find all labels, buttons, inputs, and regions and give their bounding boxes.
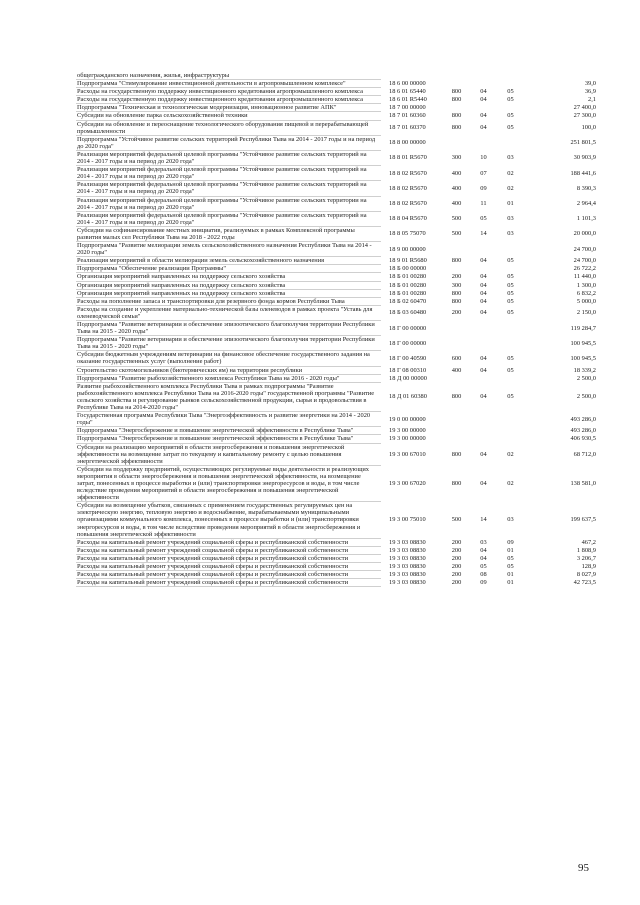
row-amount: 188 441,6 bbox=[570, 169, 596, 177]
row-code: 18 6 01 65440 bbox=[389, 88, 426, 96]
row-section: 04 bbox=[480, 354, 487, 362]
row-subsection: 05 bbox=[507, 96, 514, 104]
row-expense-type: 800 bbox=[451, 393, 462, 401]
row-code: 18 6 00 00000 bbox=[389, 80, 426, 88]
table-row bbox=[76, 211, 596, 226]
row-name: Расходы на капитальный ремонт учреждений социальной сферы и республиканской собственности bbox=[76, 579, 381, 587]
row-code: 18 Г 00 40590 bbox=[389, 354, 427, 362]
row-section: 05 bbox=[480, 563, 487, 570]
row-name: Подпрограмма "Развитие ветеринарии и обеспечение эпизоотического благополучия территории Республики Тыва на 2015 - 2020 годы" bbox=[76, 336, 381, 351]
row-name: Подпрограмма "Энергосбережение и повышение энергетической эффективности в Республике Тыва" bbox=[76, 427, 381, 435]
table-row bbox=[76, 96, 596, 104]
row-section bbox=[470, 242, 497, 257]
row-section bbox=[470, 336, 497, 351]
row-name: Реализация мероприятий федеральной целевой программы "Устойчивое развитие сельских территорий на 2014 - 2017 годы и на период до 2020 года" bbox=[76, 150, 381, 165]
row-code: 18 Б 01 00280 bbox=[389, 281, 427, 289]
row-expense-type: 200 bbox=[451, 309, 462, 317]
row-code: 18 8 05 75070 bbox=[389, 230, 426, 238]
row-name: Государственная программа Республики Тыва "Энергоэффективность и развитие энергетики на 2014 - 2020 годы" bbox=[76, 412, 381, 427]
row-code bbox=[381, 72, 443, 80]
row-amount: 2 500,0 bbox=[576, 374, 596, 382]
row-expense-type: 200 bbox=[451, 579, 462, 587]
row-section: 08 bbox=[480, 571, 487, 579]
row-name: Субсидии на возмещение убытков, связанных с применением государственных регулируемых цен на электрическую энергию, тепловую энергию и водоснабжение, вырабатываемыми муниципальными организациями коммунального комплекса, понесенных в процессе выработки и (или) транспортировки энергоресурсов и воды, в том числе вследствие проведения мероприятий в области энергосбережения и повышения энергетической эффективности bbox=[76, 502, 381, 538]
row-name: Субсидии на реализацию мероприятий в области энергосбережения и повышения энергетической эффективности на возмещение затрат по текущему и капитальному ремонту с целью повышения энергетической эффективности bbox=[76, 443, 381, 465]
row-subsection: 02 bbox=[507, 184, 514, 192]
row-expense-type bbox=[443, 412, 470, 427]
table-row bbox=[76, 435, 596, 443]
row-code: 18 Б 02 60470 bbox=[389, 297, 427, 305]
row-code: 18 Г 00 00000 bbox=[389, 324, 427, 332]
row-section: 14 bbox=[480, 230, 487, 238]
row-code: 18 9 01 R5680 bbox=[389, 257, 427, 265]
row-expense-type bbox=[443, 135, 470, 150]
row-section bbox=[470, 72, 497, 80]
row-expense-type: 200 bbox=[451, 554, 462, 562]
budget-sheet bbox=[76, 72, 596, 587]
row-expense-type bbox=[443, 374, 470, 382]
row-name: Строительство скотомогильников (биотермических ям) на территории республики bbox=[76, 366, 381, 374]
row-amount: 5 000,0 bbox=[576, 297, 596, 305]
row-expense-type: 800 bbox=[451, 88, 462, 96]
row-subsection: 03 bbox=[507, 154, 514, 162]
row-section: 04 bbox=[480, 96, 487, 104]
row-code: 19 3 00 67020 bbox=[389, 479, 426, 487]
row-amount: 30 903,9 bbox=[573, 154, 596, 162]
row-subsection: 02 bbox=[507, 479, 514, 487]
row-amount: 2 964,4 bbox=[576, 200, 596, 208]
row-name: Развитие рыбохозяйственного комплекса Республики Тыва в рамках подпрограммы "Развитие рыбохозяйственного комплекса Республики Тыва на 2016-2020 годы" государственной программы "Развитие сельского хозяйства и регулирование рынков сельскохозяйственной продукции, сырья и продовольствия в Республике Тыва на 2014-2020 годы" bbox=[76, 382, 381, 411]
row-section: 04 bbox=[480, 450, 487, 458]
row-section: 04 bbox=[480, 366, 487, 374]
row-name: Реализация мероприятий федеральной целевой программы "Устойчивое развитие сельских территории на 2014 - 2017 годы и на период до 2020 года" bbox=[76, 196, 381, 211]
row-expense-type: 400 bbox=[451, 200, 462, 208]
row-name: Субсидии на софинансирование местных инициатив, реализуемых в рамках Комплексной программы развития малых сел Республики Тыва на 2018 - 2022 годы bbox=[76, 226, 381, 241]
row-name: Субсидии на обновление парка сельскохозяйственной техники bbox=[76, 112, 381, 120]
table-row bbox=[76, 166, 596, 181]
table-row bbox=[76, 382, 596, 411]
row-expense-type bbox=[443, 321, 470, 336]
table-row bbox=[76, 257, 596, 265]
row-section bbox=[470, 135, 497, 150]
row-expense-type bbox=[443, 72, 470, 80]
row-amount: 493 286,0 bbox=[570, 427, 596, 435]
row-section: 04 bbox=[480, 393, 487, 401]
row-section: 04 bbox=[480, 273, 487, 281]
row-subsection bbox=[497, 374, 524, 382]
row-code: 18 Б 01 00280 bbox=[389, 289, 427, 297]
row-expense-type bbox=[443, 435, 470, 443]
table-row bbox=[76, 120, 596, 135]
row-name: Подпрограмма "Энергосбережение и повышение энергетической эффективности в Республике Тыва" bbox=[76, 435, 381, 443]
row-section bbox=[470, 321, 497, 336]
table-row bbox=[76, 135, 596, 150]
row-code: 18 8 00 00000 bbox=[389, 139, 426, 147]
row-expense-type: 200 bbox=[451, 571, 462, 579]
table-row bbox=[76, 554, 596, 562]
row-name: Организация мероприятий направленных на поддержку сельского хозяйства bbox=[76, 273, 381, 281]
row-name: Расходы на капитальный ремонт учреждений социальной сферы и республиканской собственности bbox=[76, 571, 381, 579]
row-expense-type: 500 bbox=[451, 215, 462, 223]
table-row bbox=[76, 88, 596, 96]
row-section bbox=[470, 412, 497, 427]
row-expense-type: 400 bbox=[451, 184, 462, 192]
row-code: 18 9 00 00000 bbox=[389, 245, 426, 253]
row-code: 18 8 04 R5670 bbox=[389, 215, 427, 223]
row-name: Реализация мероприятий федеральной целевой программы "Устойчивое развитие сельских территорий на 2014 - 2017 годы и на период до 2020 года" bbox=[76, 181, 381, 196]
row-expense-type: 800 bbox=[451, 479, 462, 487]
row-subsection bbox=[497, 80, 524, 88]
row-amount: 39,0 bbox=[584, 80, 596, 88]
row-code: 18 8 02 R5670 bbox=[389, 184, 427, 192]
row-amount: 251 801,5 bbox=[570, 139, 596, 147]
row-expense-type bbox=[443, 80, 470, 88]
row-subsection bbox=[497, 435, 524, 443]
row-name: Подпрограмма "Развитие рыбохозяйственного комплекса Республики Тыва на 2016 - 2020 годы" bbox=[76, 374, 381, 382]
row-code: 19 3 03 08830 bbox=[389, 554, 426, 562]
row-section: 09 bbox=[480, 184, 487, 192]
row-code: 19 3 03 08830 bbox=[389, 571, 426, 579]
row-name: Подпрограмма "Развитие мелиорации земель сельскохозяйственного назначения Республики Тыва на 2014 - 2020 годы" bbox=[76, 242, 381, 257]
row-subsection: 05 bbox=[507, 273, 514, 281]
budget-table-body bbox=[76, 72, 596, 587]
row-expense-type: 800 bbox=[451, 112, 462, 120]
table-row bbox=[76, 465, 596, 501]
row-amount: 8 390,3 bbox=[576, 184, 596, 192]
row-subsection bbox=[497, 427, 524, 435]
row-section: 07 bbox=[480, 169, 487, 177]
row-name: Расходы на капитальный ремонт учреждений социальной сферы и республиканской собственности bbox=[76, 554, 381, 562]
row-subsection: 03 bbox=[507, 516, 514, 524]
row-code: 18 7 01 60370 bbox=[389, 124, 426, 132]
table-row bbox=[76, 273, 596, 281]
row-code: 18 8 02 R5670 bbox=[389, 169, 427, 177]
row-subsection: 01 bbox=[507, 546, 514, 554]
row-amount: 100 945,5 bbox=[570, 354, 596, 362]
row-name: Субсидии на поддержку предприятий, осуществляющих регулируемые виды деятельности и реализующих мероприятия в области энергосбережения и повышения энергетической эффективности, на возмещение затрат, понесенных в процессе выработки и (или) транспортировки энергоресурсов и воды, в том числе вследствие проведения мероприятий в области энергосбережения и повышения энергетической эффективности bbox=[76, 465, 381, 501]
row-subsection: 03 bbox=[507, 230, 514, 238]
row-amount: 3 206,7 bbox=[576, 554, 596, 562]
row-amount: 493 286,0 bbox=[570, 415, 596, 423]
row-section: 04 bbox=[480, 124, 487, 132]
row-amount bbox=[524, 72, 596, 80]
row-name: общегражданского назначения, жилья, инфраструктуры bbox=[76, 72, 381, 80]
row-subsection: 05 bbox=[507, 354, 514, 362]
row-amount: 406 930,5 bbox=[570, 435, 596, 443]
row-expense-type: 200 bbox=[451, 563, 462, 570]
row-name: Расходы на государственную поддержку инвестиционного кредитования агропромышленного комплекса bbox=[76, 88, 381, 96]
row-section: 04 bbox=[480, 112, 487, 120]
row-code: 19 3 00 00000 bbox=[389, 435, 426, 443]
table-row bbox=[76, 546, 596, 554]
row-amount: 1 808,9 bbox=[576, 546, 596, 554]
table-row bbox=[76, 226, 596, 241]
row-name: Расходы на пополнение запаса и транспортировки для резервного фонда кормов Республики Тыва bbox=[76, 297, 381, 305]
row-subsection bbox=[497, 135, 524, 150]
row-subsection: 01 bbox=[507, 571, 514, 579]
row-amount: 20 000,0 bbox=[573, 230, 596, 238]
row-amount: 26 722,2 bbox=[573, 265, 596, 273]
row-subsection bbox=[497, 242, 524, 257]
row-name: Подпрограмма "Обеспечение реализации Программы" bbox=[76, 265, 381, 273]
row-subsection: 02 bbox=[507, 450, 514, 458]
row-subsection bbox=[497, 412, 524, 427]
row-subsection: 05 bbox=[507, 366, 514, 374]
table-row bbox=[76, 196, 596, 211]
table-row bbox=[76, 181, 596, 196]
table-row bbox=[76, 374, 596, 382]
row-amount: 119 284,7 bbox=[570, 324, 596, 332]
row-name: Субсидии бюджетным учреждениям ветеринарии на финансовое обеспечение государственного задания на оказание государственных услуг (выполнение работ) bbox=[76, 351, 381, 366]
row-amount: 2,1 bbox=[588, 96, 596, 104]
row-subsection: 05 bbox=[507, 309, 514, 317]
row-section: 04 bbox=[480, 554, 487, 562]
row-name: Расходы на создание и укрепление материально-технической базы оленеводов в рамках проекта "Уставь для оленеводческой семьи" bbox=[76, 305, 381, 320]
row-section bbox=[470, 104, 497, 112]
row-expense-type: 400 bbox=[451, 169, 462, 177]
table-row bbox=[76, 104, 596, 112]
row-expense-type: 800 bbox=[451, 257, 462, 265]
row-expense-type bbox=[443, 104, 470, 112]
row-amount: 199 637,5 bbox=[570, 516, 596, 524]
row-subsection bbox=[497, 265, 524, 273]
row-amount: 1 300,0 bbox=[576, 281, 596, 289]
row-amount: 8 027,9 bbox=[576, 571, 596, 579]
table-row bbox=[76, 289, 596, 297]
row-subsection: 05 bbox=[507, 563, 514, 570]
row-expense-type bbox=[443, 427, 470, 435]
row-amount: 6 832,2 bbox=[576, 289, 596, 297]
table-row bbox=[76, 571, 596, 579]
row-subsection: 05 bbox=[507, 289, 514, 297]
table-row bbox=[76, 443, 596, 465]
row-section: 04 bbox=[480, 289, 487, 297]
row-subsection: 05 bbox=[507, 554, 514, 562]
row-expense-type bbox=[443, 336, 470, 351]
row-section: 14 bbox=[480, 516, 487, 524]
budget-table bbox=[76, 72, 596, 587]
row-subsection: 05 bbox=[507, 124, 514, 132]
row-expense-type: 800 bbox=[451, 450, 462, 458]
row-section bbox=[470, 374, 497, 382]
row-code: 18 Б 01 00280 bbox=[389, 273, 427, 281]
row-amount: 27 400,0 bbox=[573, 104, 596, 112]
row-code: 19 3 00 67010 bbox=[389, 450, 426, 458]
row-name: Подпрограмма "Техническая и технологическая модернизация, инновационное развитие АПК" bbox=[76, 104, 381, 112]
table-row bbox=[76, 242, 596, 257]
row-code: 18 Г 08 00310 bbox=[389, 366, 427, 374]
row-code: 18 Д 01 60380 bbox=[389, 393, 427, 401]
row-section: 04 bbox=[480, 309, 487, 317]
page-number: 95 bbox=[578, 862, 589, 874]
row-subsection: 05 bbox=[507, 112, 514, 120]
row-code: 19 3 03 08830 bbox=[389, 538, 426, 546]
row-amount: 1 101,3 bbox=[576, 215, 596, 223]
row-expense-type: 800 bbox=[451, 289, 462, 297]
row-subsection: 05 bbox=[507, 88, 514, 96]
row-amount: 100,0 bbox=[581, 124, 596, 132]
row-subsection: 09 bbox=[507, 538, 514, 546]
row-expense-type: 300 bbox=[451, 281, 462, 289]
row-code: 18 Г 00 00000 bbox=[389, 339, 427, 347]
row-section bbox=[470, 427, 497, 435]
row-expense-type: 200 bbox=[451, 538, 462, 546]
row-section: 10 bbox=[480, 154, 487, 162]
row-subsection: 01 bbox=[507, 579, 514, 587]
row-section bbox=[470, 80, 497, 88]
row-code: 19 3 00 75010 bbox=[389, 516, 426, 524]
row-name: Расходы на капитальный ремонт учреждений социальной сферы и республиканской собственности bbox=[76, 563, 381, 571]
table-row bbox=[76, 321, 596, 336]
row-name: Расходы на капитальный ремонт учреждений социальной сферы и республиканской собственности bbox=[76, 538, 381, 546]
table-row bbox=[76, 412, 596, 427]
row-name: Реализация мероприятий федеральной целевой программы "Устойчивое развитие сельских территорий на 2014 - 2017 годы и на период до 2020 года" bbox=[76, 166, 381, 181]
table-row bbox=[76, 579, 596, 587]
row-subsection: 03 bbox=[507, 215, 514, 223]
row-amount: 128,9 bbox=[581, 563, 596, 570]
row-section: 04 bbox=[480, 479, 487, 487]
table-row bbox=[76, 297, 596, 305]
row-code: 18 Д 00 00000 bbox=[389, 374, 427, 382]
row-amount: 68 712,0 bbox=[573, 450, 596, 458]
row-amount: 24 700,0 bbox=[573, 257, 596, 265]
row-expense-type bbox=[443, 265, 470, 273]
row-expense-type: 800 bbox=[451, 96, 462, 104]
row-amount: 27 300,0 bbox=[573, 112, 596, 120]
row-name: Расходы на капитальный ремонт учреждений социальной сферы и республиканской собственности bbox=[76, 546, 381, 554]
row-code: 19 3 00 00000 bbox=[389, 427, 426, 435]
row-amount: 100 945,5 bbox=[570, 339, 596, 347]
table-row bbox=[76, 281, 596, 289]
row-code: 19 3 03 08830 bbox=[389, 579, 426, 587]
row-expense-type: 800 bbox=[451, 124, 462, 132]
row-expense-type: 600 bbox=[451, 354, 462, 362]
row-code: 18 6 01 R5440 bbox=[389, 96, 427, 104]
table-row bbox=[76, 336, 596, 351]
table-row bbox=[76, 112, 596, 120]
row-expense-type: 200 bbox=[451, 546, 462, 554]
table-row bbox=[76, 502, 596, 538]
row-expense-type: 500 bbox=[451, 230, 462, 238]
table-row bbox=[76, 427, 596, 435]
row-subsection bbox=[497, 72, 524, 80]
row-code: 19 3 03 08830 bbox=[389, 546, 426, 554]
row-subsection: 05 bbox=[507, 281, 514, 289]
row-expense-type: 300 bbox=[451, 154, 462, 162]
row-name: Субсидии на обновление и переоснащение технологического оборудования пищевой и перерабатывающей промышленности bbox=[76, 120, 381, 135]
row-subsection: 05 bbox=[507, 297, 514, 305]
row-code: 19 0 00 00000 bbox=[389, 415, 426, 423]
row-code: 18 7 01 60360 bbox=[389, 112, 426, 120]
row-code: 19 3 03 08830 bbox=[389, 563, 426, 570]
row-section bbox=[470, 265, 497, 273]
row-subsection: 02 bbox=[507, 169, 514, 177]
table-row bbox=[76, 305, 596, 320]
row-name: Подпрограмма "Устойчивое развитие сельских территорий Республики Тыва на 2014 - 2017 годы и на период до 2020 года" bbox=[76, 135, 381, 150]
row-section bbox=[470, 435, 497, 443]
row-amount: 467,2 bbox=[581, 538, 596, 546]
row-subsection bbox=[497, 321, 524, 336]
table-row bbox=[76, 72, 596, 80]
row-name: Реализация мероприятий в области мелиорации земель сельскохозяйственного назначения bbox=[76, 257, 381, 265]
row-expense-type: 200 bbox=[451, 273, 462, 281]
row-section: 09 bbox=[480, 579, 487, 587]
row-expense-type: 500 bbox=[451, 516, 462, 524]
table-row bbox=[76, 265, 596, 273]
row-expense-type: 800 bbox=[451, 297, 462, 305]
table-row bbox=[76, 538, 596, 546]
row-amount: 138 581,0 bbox=[570, 479, 596, 487]
row-expense-type: 400 bbox=[451, 366, 462, 374]
row-amount: 2 150,0 bbox=[576, 309, 596, 317]
row-section: 05 bbox=[480, 215, 487, 223]
row-amount: 42 723,5 bbox=[573, 579, 596, 587]
row-code: 18 Б 00 00000 bbox=[389, 265, 427, 273]
row-section: 04 bbox=[480, 257, 487, 265]
table-row bbox=[76, 150, 596, 165]
row-amount: 11 440,0 bbox=[573, 273, 596, 281]
row-name: Реализация мероприятий федеральной целевой программы "Устойчивое развитие сельских территорий на 2014 - 2017 годы и на период до 2020 года" bbox=[76, 211, 381, 226]
row-code: 18 8 02 R5670 bbox=[389, 200, 427, 208]
row-subsection bbox=[497, 336, 524, 351]
table-row bbox=[76, 80, 596, 88]
row-code: 18 8 01 R5670 bbox=[389, 154, 427, 162]
row-name: Организация мероприятий направленных на поддержку сельского хозяйства bbox=[76, 281, 381, 289]
row-amount: 2 500,0 bbox=[576, 393, 596, 401]
row-expense-type bbox=[443, 242, 470, 257]
row-section: 04 bbox=[480, 281, 487, 289]
row-name: Подпрограмма "Развитие ветеринарии и обеспечение эпизоотического благополучия территории Республики Тыва на 2015 - 2020 годы" bbox=[76, 321, 381, 336]
row-section: 11 bbox=[480, 200, 487, 208]
row-code: 18 Б 03 60480 bbox=[389, 309, 427, 317]
row-section: 04 bbox=[480, 546, 487, 554]
row-amount: 18 339,2 bbox=[573, 366, 596, 374]
table-row bbox=[76, 563, 596, 571]
row-subsection: 01 bbox=[507, 200, 514, 208]
table-row bbox=[76, 366, 596, 374]
row-section: 04 bbox=[480, 297, 487, 305]
row-subsection bbox=[497, 104, 524, 112]
row-code: 18 7 00 00000 bbox=[389, 104, 426, 112]
row-amount: 36,9 bbox=[584, 88, 596, 96]
row-name: Подпрограмма "Стимулирование инвестиционной деятельности в агропромышленном комплексе" bbox=[76, 80, 381, 88]
row-subsection: 05 bbox=[507, 393, 514, 401]
row-name: Расходы на государственную поддержку инвестиционного кредитования агропромышленного комплекса bbox=[76, 96, 381, 104]
row-section: 04 bbox=[480, 88, 487, 96]
row-section: 03 bbox=[480, 538, 487, 546]
table-row bbox=[76, 351, 596, 366]
row-subsection: 05 bbox=[507, 257, 514, 265]
row-name: Организация мероприятий направленных на поддержку сельского хозяйства bbox=[76, 289, 381, 297]
row-amount: 24 700,0 bbox=[573, 245, 596, 253]
